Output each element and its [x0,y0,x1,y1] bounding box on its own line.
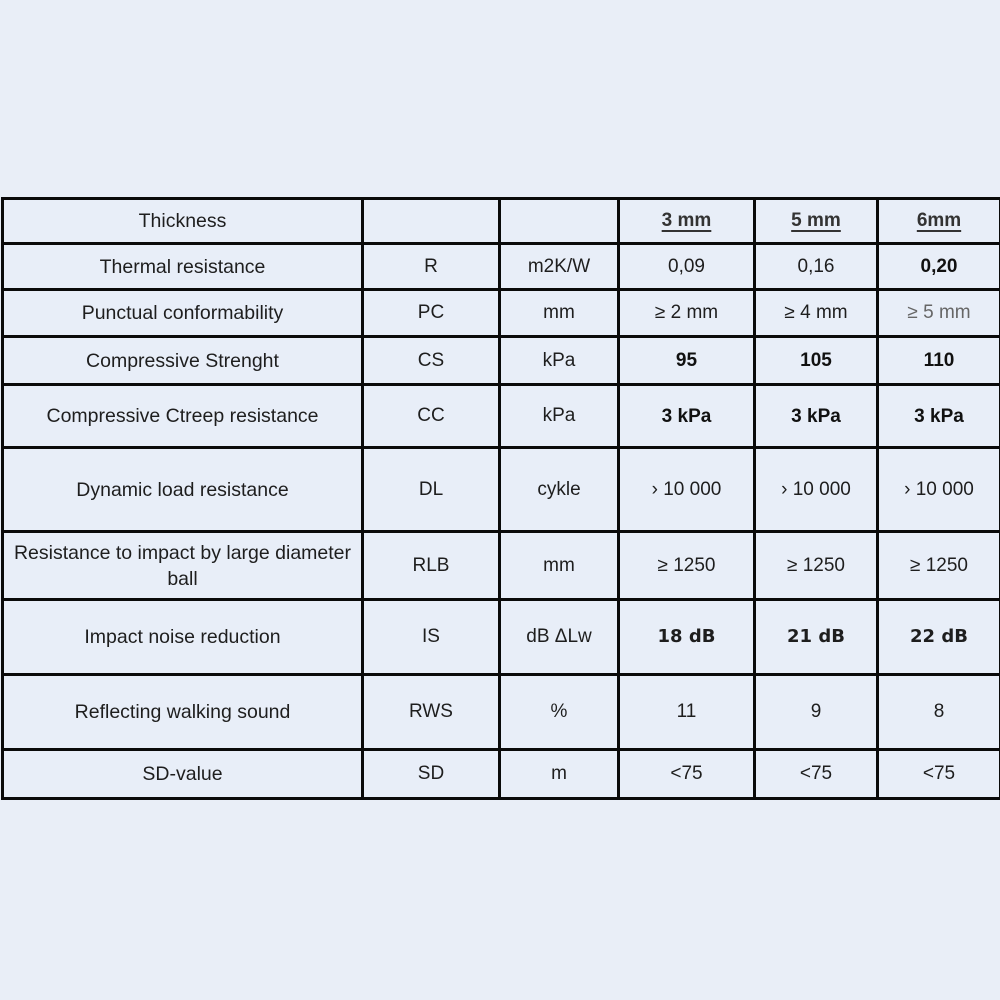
row-property: Compressive Ctreep resistance [3,385,363,448]
row-value-6mm: 22 dB [878,600,1000,675]
row-value-3mm: ≥ 1250 [619,532,755,600]
header-col-3mm [619,199,755,244]
header-col-5mm [755,199,878,244]
row-symbol: RWS [363,675,500,750]
row-symbol: DL [363,448,500,532]
header-symbol [363,199,500,244]
row-value-5mm: 0,16 [755,244,878,290]
row-value-6mm: ≥ 1250 [878,532,1000,600]
row-value-3mm: 3 kPa [619,385,755,448]
row-value-3mm: 11 [619,675,755,750]
row-symbol: SD [363,750,500,799]
row-value-6mm: 3 kPa [878,385,1000,448]
header-col-5mm-label: 5 mm [791,210,841,231]
row-value-6mm: 0,20 [878,244,1000,290]
row-property: Reflecting walking sound [3,675,363,750]
row-value-5mm: 9 [755,675,878,750]
row-symbol: CC [363,385,500,448]
row-value-3mm: 18 dB [619,600,755,675]
row-symbol: RLB [363,532,500,600]
table-row [3,750,1000,799]
row-property: Resistance to impact by large diameter ball [3,532,363,600]
table-row [3,532,1000,600]
row-symbol: R [363,244,500,290]
header-col-6mm-label: 6mm [916,210,962,231]
row-symbol: CS [363,337,500,385]
row-value-5mm: <75 [755,750,878,799]
row-unit: cykle [500,448,619,532]
row-property: Compressive Strenght [3,337,363,385]
table-row [3,244,1000,290]
header-col-6mm [878,199,1000,244]
row-value-3mm: ≥ 2 mm [619,290,755,337]
row-property: Dynamic load resistance [3,448,363,532]
row-unit: m [500,750,619,799]
table-row [3,600,1000,675]
row-property: Punctual conformability [3,290,363,337]
row-value-5mm: 3 kPa [755,385,878,448]
row-value-6mm: 8 [878,675,1000,750]
row-value-5mm: ≥ 4 mm [755,290,878,337]
row-property: SD-value [3,750,363,799]
row-value-5mm: 21 dB [755,600,878,675]
row-symbol: PC [363,290,500,337]
row-property: Thermal resistance [3,244,363,290]
row-value-3mm: 0,09 [619,244,755,290]
header-row [3,199,1000,244]
row-value-5mm: 105 [755,337,878,385]
row-unit: dB ΔLw [500,600,619,675]
table-row [3,448,1000,532]
row-value-6mm: <75 [878,750,1000,799]
row-property: Impact noise reduction [3,600,363,675]
row-unit: kPa [500,385,619,448]
row-value-6mm: 110 [878,337,1000,385]
row-value-6mm: ≥ 5 mm [878,290,1000,337]
row-unit: kPa [500,337,619,385]
specification-table [1,197,1000,800]
table-row [3,675,1000,750]
table-row [3,337,1000,385]
row-value-6mm: › 10 000 [878,448,1000,532]
row-value-5mm: ≥ 1250 [755,532,878,600]
row-value-3mm: <75 [619,750,755,799]
header-unit [500,199,619,244]
row-unit: mm [500,532,619,600]
header-property: Thickness [3,199,363,244]
table-row [3,290,1000,337]
row-unit: mm [500,290,619,337]
row-symbol: IS [363,600,500,675]
row-value-5mm: › 10 000 [755,448,878,532]
row-unit: % [500,675,619,750]
row-value-3mm: › 10 000 [619,448,755,532]
row-value-3mm: 95 [619,337,755,385]
row-unit: m2K/W [500,244,619,290]
header-col-3mm-label: 3 mm [661,210,712,231]
table-row [3,385,1000,448]
